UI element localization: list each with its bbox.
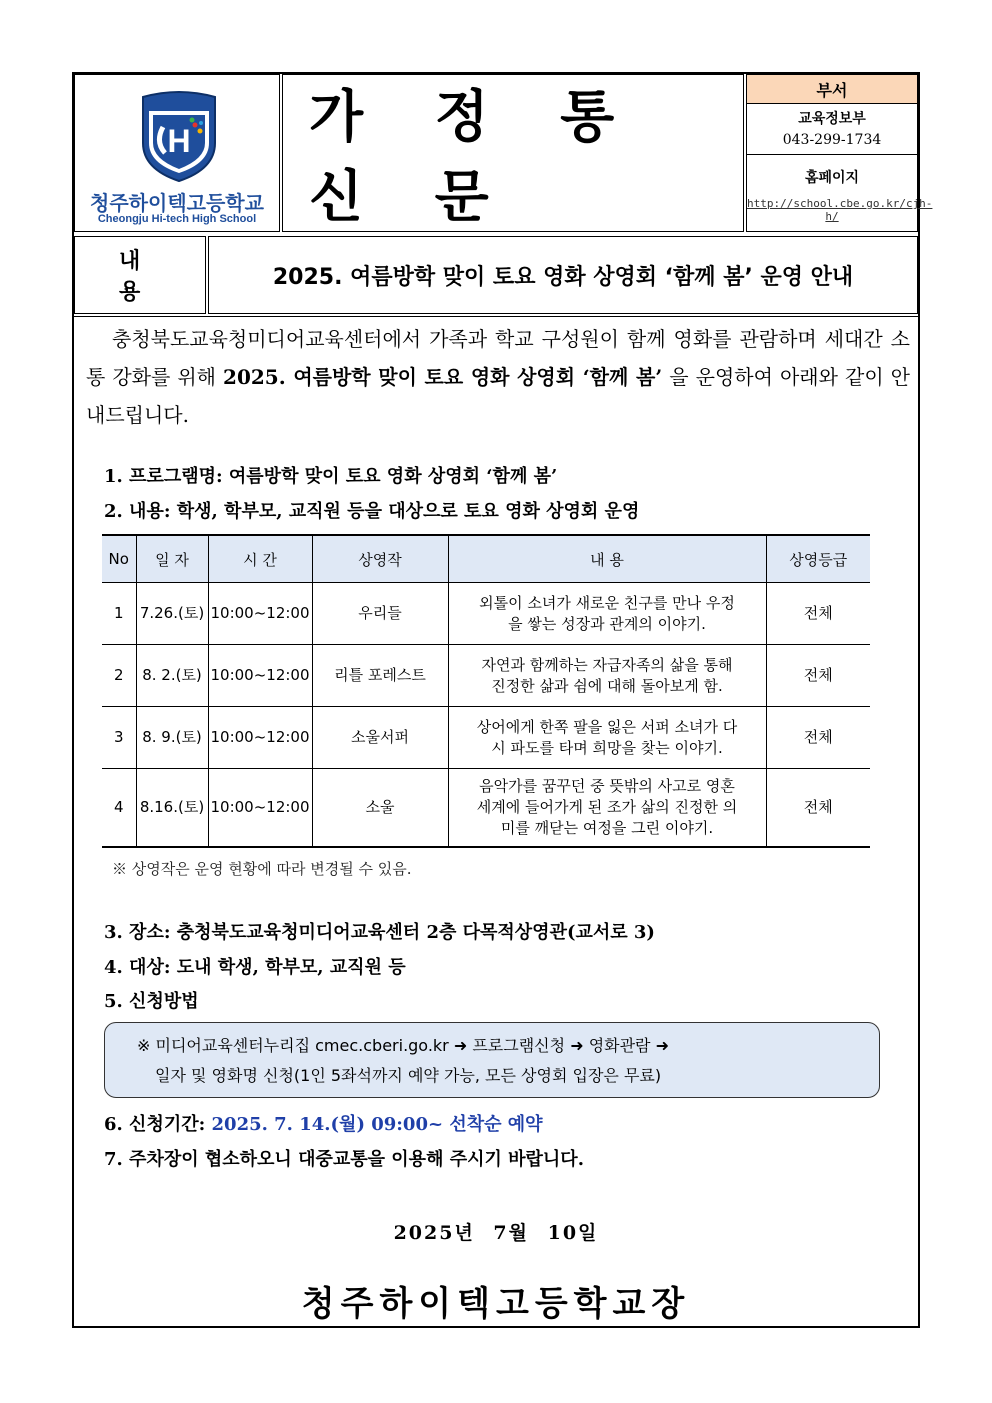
schedule-table xyxy=(102,534,870,848)
intro-text-1: 충청북도교육청미디어교육센터에서 가족과 학교 구성원이 함께 영화를 관람하며 세대간 소통 강화를 위해 xyxy=(86,327,910,389)
school-logo-box xyxy=(74,74,280,232)
schedule-note: ※ 상영작은 운영 현황에 따라 변경될 수 있음. xyxy=(112,860,412,878)
department-box xyxy=(746,74,933,232)
apply-site: ※ 미디어교육센터누리집 cmec.cberi.go.kr xyxy=(137,1036,449,1055)
cell-desc: 자연과 함께하는 자급자족의 삶을 통해 진정한 삶과 쉼에 대해 돌아보게 함. xyxy=(448,645,766,707)
department-phone: 043-299-1734 xyxy=(747,128,917,155)
table-row xyxy=(102,645,870,707)
table-header-row xyxy=(102,535,870,583)
title-box xyxy=(282,74,744,232)
apply-step-program: 프로그램신청 xyxy=(472,1036,566,1055)
apply-line-1 xyxy=(137,1031,879,1061)
table-row xyxy=(102,769,870,847)
apply-line-2: 일자 및 영화명 신청(1인 5좌석까지 예약 가능, 모든 상영회 입장은 무료) xyxy=(155,1066,662,1085)
homepage-link[interactable]: http://school.cbe.go.kr/cjh-h/ xyxy=(747,197,933,223)
item-target: 4. 대상: 도내 학생, 학부모, 교직원 등 xyxy=(104,957,406,978)
cell-desc: 외톨이 소녀가 새로운 친구를 만나 우정을 쌓는 성장과 관계의 이야기. xyxy=(448,583,766,645)
item-period xyxy=(104,1110,543,1136)
table-row xyxy=(102,707,870,769)
page-title: 가 정 통 신 문 xyxy=(309,84,641,230)
cell-date: 8.16.(토) xyxy=(136,769,208,847)
table-row xyxy=(102,583,870,645)
cell-desc: 상어에게 한쪽 팔을 잃은 서퍼 소녀가 다시 파도를 타며 희망을 찾는 이야기. xyxy=(448,707,766,769)
school-name-en: Cheongju Hi-tech High School xyxy=(97,213,257,225)
cell-no: 1 xyxy=(102,583,136,645)
cell-rating: 전체 xyxy=(766,645,870,707)
col-header-rating: 상영등급 xyxy=(766,535,870,583)
principal-signature: 청주하이텍고등학교장 xyxy=(301,1284,691,1324)
arrow-right-icon: ➜ xyxy=(655,1036,670,1055)
cell-date: 8. 9.(토) xyxy=(136,707,208,769)
cell-time: 10:00~12:00 xyxy=(208,707,312,769)
issue-date: 2025년 7월 10일 xyxy=(393,1222,599,1244)
cell-rating: 전체 xyxy=(766,769,870,847)
cell-time: 10:00~12:00 xyxy=(208,583,312,645)
cell-no: 4 xyxy=(102,769,136,847)
item-program: 1. 프로그램명: 여름방학 맞이 토요 영화 상영회 ‘함께 봄’ xyxy=(104,466,558,487)
intro-paragraph xyxy=(86,320,910,434)
school-shield-icon xyxy=(137,87,221,183)
period-label: 6. 신청기간: xyxy=(104,1114,212,1135)
item-method: 5. 신청방법 xyxy=(104,991,199,1012)
cell-rating: 전체 xyxy=(766,707,870,769)
col-header-title: 상영작 xyxy=(312,535,448,583)
cell-date: 7.26.(토) xyxy=(136,583,208,645)
divider xyxy=(74,316,918,317)
cell-title: 소울 xyxy=(312,769,448,847)
item-content: 2. 내용: 학생, 학부모, 교직원 등을 대상으로 토요 영화 상영회 운영 xyxy=(104,501,640,522)
svg-text:H: H xyxy=(167,123,191,159)
cell-rating: 전체 xyxy=(766,583,870,645)
homepage-label: 홈페이지 xyxy=(804,170,860,186)
cell-title: 우리들 xyxy=(312,583,448,645)
col-header-time: 시 간 xyxy=(208,535,312,583)
subject-label: 내 용 xyxy=(74,236,206,314)
cell-no: 2 xyxy=(102,645,136,707)
subject-title: 2025. 여름방학 맞이 토요 영화 상영회 ‘함께 봄’ 운영 안내 xyxy=(208,236,918,314)
department-name: 교육정보부 xyxy=(798,111,866,127)
cell-no: 3 xyxy=(102,707,136,769)
cell-desc: 음악가를 꿈꾸던 중 뜻밖의 사고로 영혼 세계에 들어가게 된 조가 삶의 진정한 의미를 깨닫는 여정을 그린 이야기. xyxy=(448,769,766,847)
cell-time: 10:00~12:00 xyxy=(208,769,312,847)
cell-title: 소울서퍼 xyxy=(312,707,448,769)
item-parking: 7. 주차장이 협소하오니 대중교통을 이용해 주시기 바랍니다. xyxy=(104,1149,584,1170)
col-header-no: No xyxy=(102,535,136,583)
apply-step-movie: 영화관람 xyxy=(588,1036,651,1055)
cell-time: 10:00~12:00 xyxy=(208,645,312,707)
apply-instructions-box xyxy=(104,1022,880,1098)
arrow-right-icon: ➜ xyxy=(453,1036,468,1055)
period-value: 2025. 7. 14.(월) 09:00~ 선착순 예약 xyxy=(211,1114,543,1135)
arrow-right-icon: ➜ xyxy=(570,1036,584,1055)
intro-text-bold: 2025. 여름방학 맞이 토요 영화 상영회 ‘함께 봄’ xyxy=(223,365,663,389)
school-name-kr: 청주하이텍고등학교 xyxy=(90,193,264,215)
item-place: 3. 장소: 충청북도교육청미디어교육센터 2층 다목적상영관(교서로 3) xyxy=(104,922,655,943)
col-header-desc: 내 용 xyxy=(448,535,766,583)
cell-date: 8. 2.(토) xyxy=(136,645,208,707)
cell-title: 리틀 포레스트 xyxy=(312,645,448,707)
intro-text-2: 을 운영하여 아래와 같이 안내드립니다. xyxy=(86,365,910,427)
department-label: 부서 xyxy=(747,75,917,104)
col-header-date: 일 자 xyxy=(136,535,208,583)
